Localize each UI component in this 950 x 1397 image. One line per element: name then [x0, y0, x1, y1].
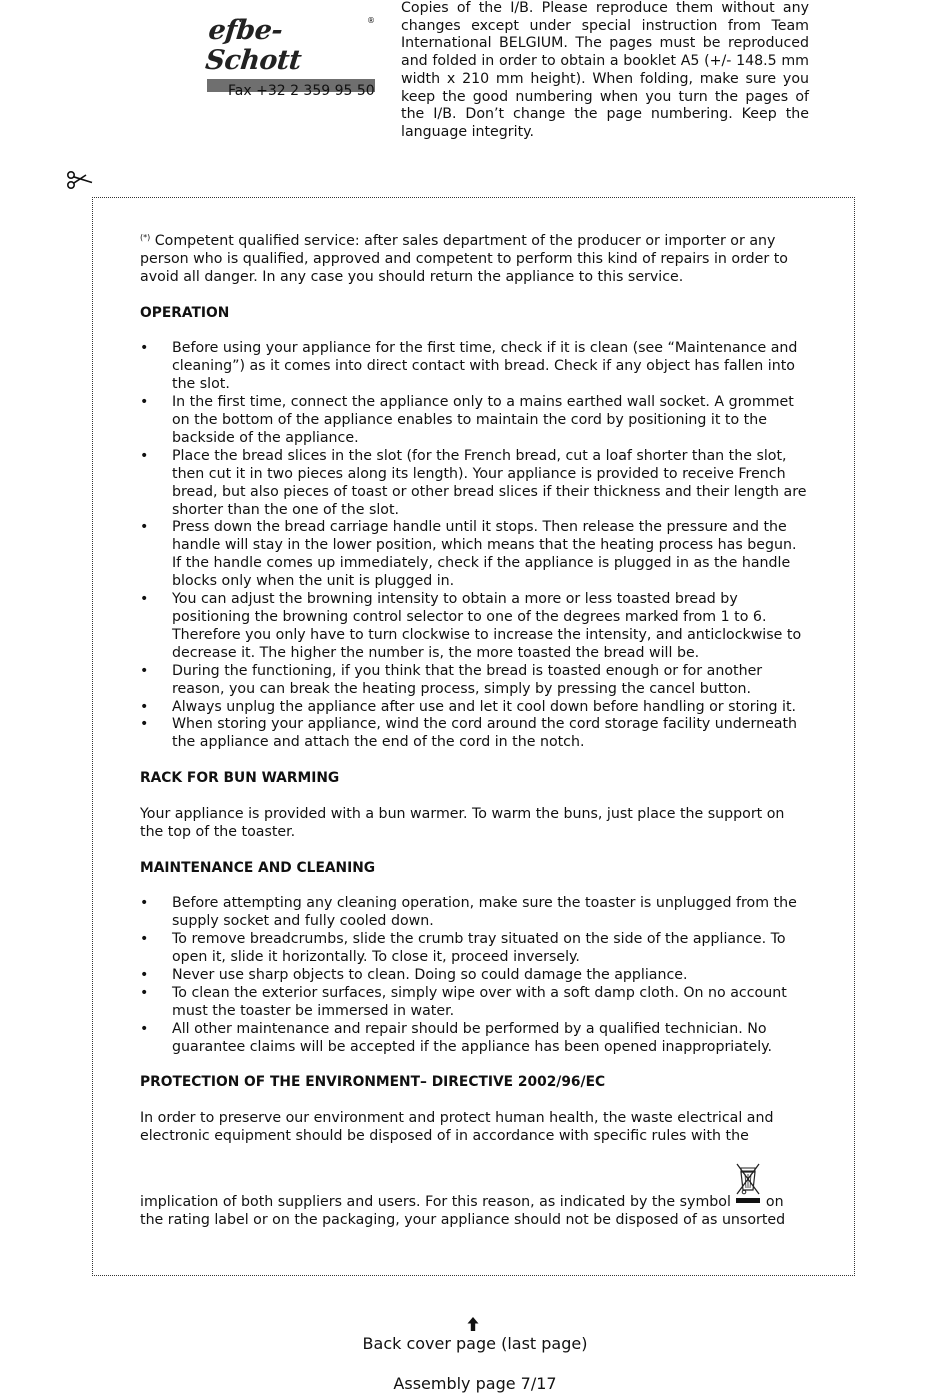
- rack-text: Your appliance is provided with a bun warmer. To warm the buns, just place the support on the top of the toaster.: [140, 805, 785, 840]
- list-item: • Place the bread slices in the slot (for the French bread, cut a loaf shorter than the slot, then cut it in two pieces along its length). Your appliance is provided to receive French bread, but also pieces of toast or other bread slices if their thickness and their length are shorter than the one of the slot.: [140, 448, 808, 520]
- list-item: • Before attempting any cleaning operation, make sure the toaster is unplugged from the supply socket and fully cooled down.: [140, 895, 808, 931]
- list-item: • To clean the exterior surfaces, simply wipe over with a soft damp cloth. On no account must the toaster be immersed in water.: [140, 985, 808, 1021]
- instruction-content: [140, 229, 808, 1230]
- environment-text-after-symbol: on the rating label or on the packaging, your appliance should not be disposed of as unsorted: [140, 1194, 786, 1228]
- rack-heading: RACK FOR BUN WARMING: [140, 770, 340, 787]
- list-item: • Never use sharp objects to clean. Doing so could damage the appliance.: [140, 967, 808, 985]
- footnote-mark: (*): [140, 233, 151, 242]
- list-item: • During the functioning, if you think that the bread is toasted enough or for another reason, you can break the heating process, simply by pressing the cancel button.: [140, 663, 808, 699]
- maintenance-list: [140, 895, 808, 1056]
- environment-text-before-symbol: implication of both suppliers and users. For this reason, as indicated by the symbol: [140, 1194, 731, 1211]
- footnote-text: Competent qualified service: after sales department of the producer or importer or any person who is qualified, approved and competent to perform this kind of repairs in order to avoid all danger. In any case you should return the appliance to this service.: [140, 233, 788, 285]
- environment-text-continued: [140, 1146, 808, 1230]
- arrow-up-icon: [465, 1316, 481, 1332]
- footnote: [140, 229, 808, 287]
- list-item: • Always unplug the appliance after use and let it cool down before handling or storing it.: [140, 699, 808, 717]
- operation-heading: OPERATION: [140, 304, 230, 321]
- operation-list: [140, 340, 808, 752]
- maintenance-heading: MAINTENANCE AND CLEANING: [140, 859, 376, 876]
- scissors-icon: [66, 170, 94, 190]
- assembly-page-label: Assembly page 7/17: [393, 1374, 557, 1393]
- environment-heading: PROTECTION OF THE ENVIRONMENT– DIRECTIVE 2002/96/EC: [140, 1074, 606, 1091]
- reproduction-notice: Copies of the I/B. Please reproduce them without any changes except under special instruction from Team International BELGIUM. The pages must be reproduced and folded in order to obtain a booklet A5 (+/- 148.5 mm width x 210 mm height). When folding, make sure you keep the good numbering when you turn the pages of the I/B. Don’t change the page numbering. Keep the language integrity.: [401, 0, 809, 140]
- crossed-out-wheelie-bin-icon: [735, 1176, 761, 1206]
- environment-text: In order to preserve our environment and protect human health, the waste electrical and electronic equipment should be disposed of in accordance with specific rules with the: [140, 1110, 774, 1145]
- list-item: • Before using your appliance for the first time, check if it is clean (see “Maintenance and cleaning”) as it comes into direct contact with bread. Check if any object has fallen into the slot.: [140, 340, 808, 394]
- list-item: • When storing your appliance, wind the cord around the cord storage facility underneath the appliance and attach the end of the cord in the notch.: [140, 716, 808, 752]
- list-item: • You can adjust the browning intensity to obtain a more or less toasted bread by positioning the browning control selector to one of the degrees marked from 1 to 6. Therefore you only have to turn clockwise to increase the intensity, and anticlockwise to decrease it. The higher the number is, the more toasted the bread will be.: [140, 591, 808, 663]
- brand-logo: [203, 15, 375, 92]
- list-item: • Press down the bread carriage handle until it stops. Then release the pressure and the handle will stay in the lower position, which means that the heating process has begun. If the handle comes up immediately, check if the appliance is plugged in as the handle blocks only when the unit is plugged in.: [140, 519, 808, 591]
- list-item: • All other maintenance and repair should be performed by a qualified technician. No guarantee claims will be accepted if the appliance has been opened inappropriately.: [140, 1021, 808, 1057]
- back-cover-label: Back cover page (last page): [362, 1334, 588, 1353]
- logo-text: efbe-Schott: [203, 15, 303, 76]
- list-item: • To remove breadcrumbs, slide the crumb tray situated on the side of the appliance. To open it, slide it horizontally. To close it, proceed inversely.: [140, 931, 808, 967]
- fax-number: Fax +32 2 359 95 50: [228, 83, 375, 99]
- list-item: • In the first time, connect the appliance only to a mains earthed wall socket. A grommet on the bottom of the appliance enables to maintain the cord by positioning it to the backside of the appliance.: [140, 394, 808, 448]
- logo-registered-mark: ®: [367, 16, 375, 25]
